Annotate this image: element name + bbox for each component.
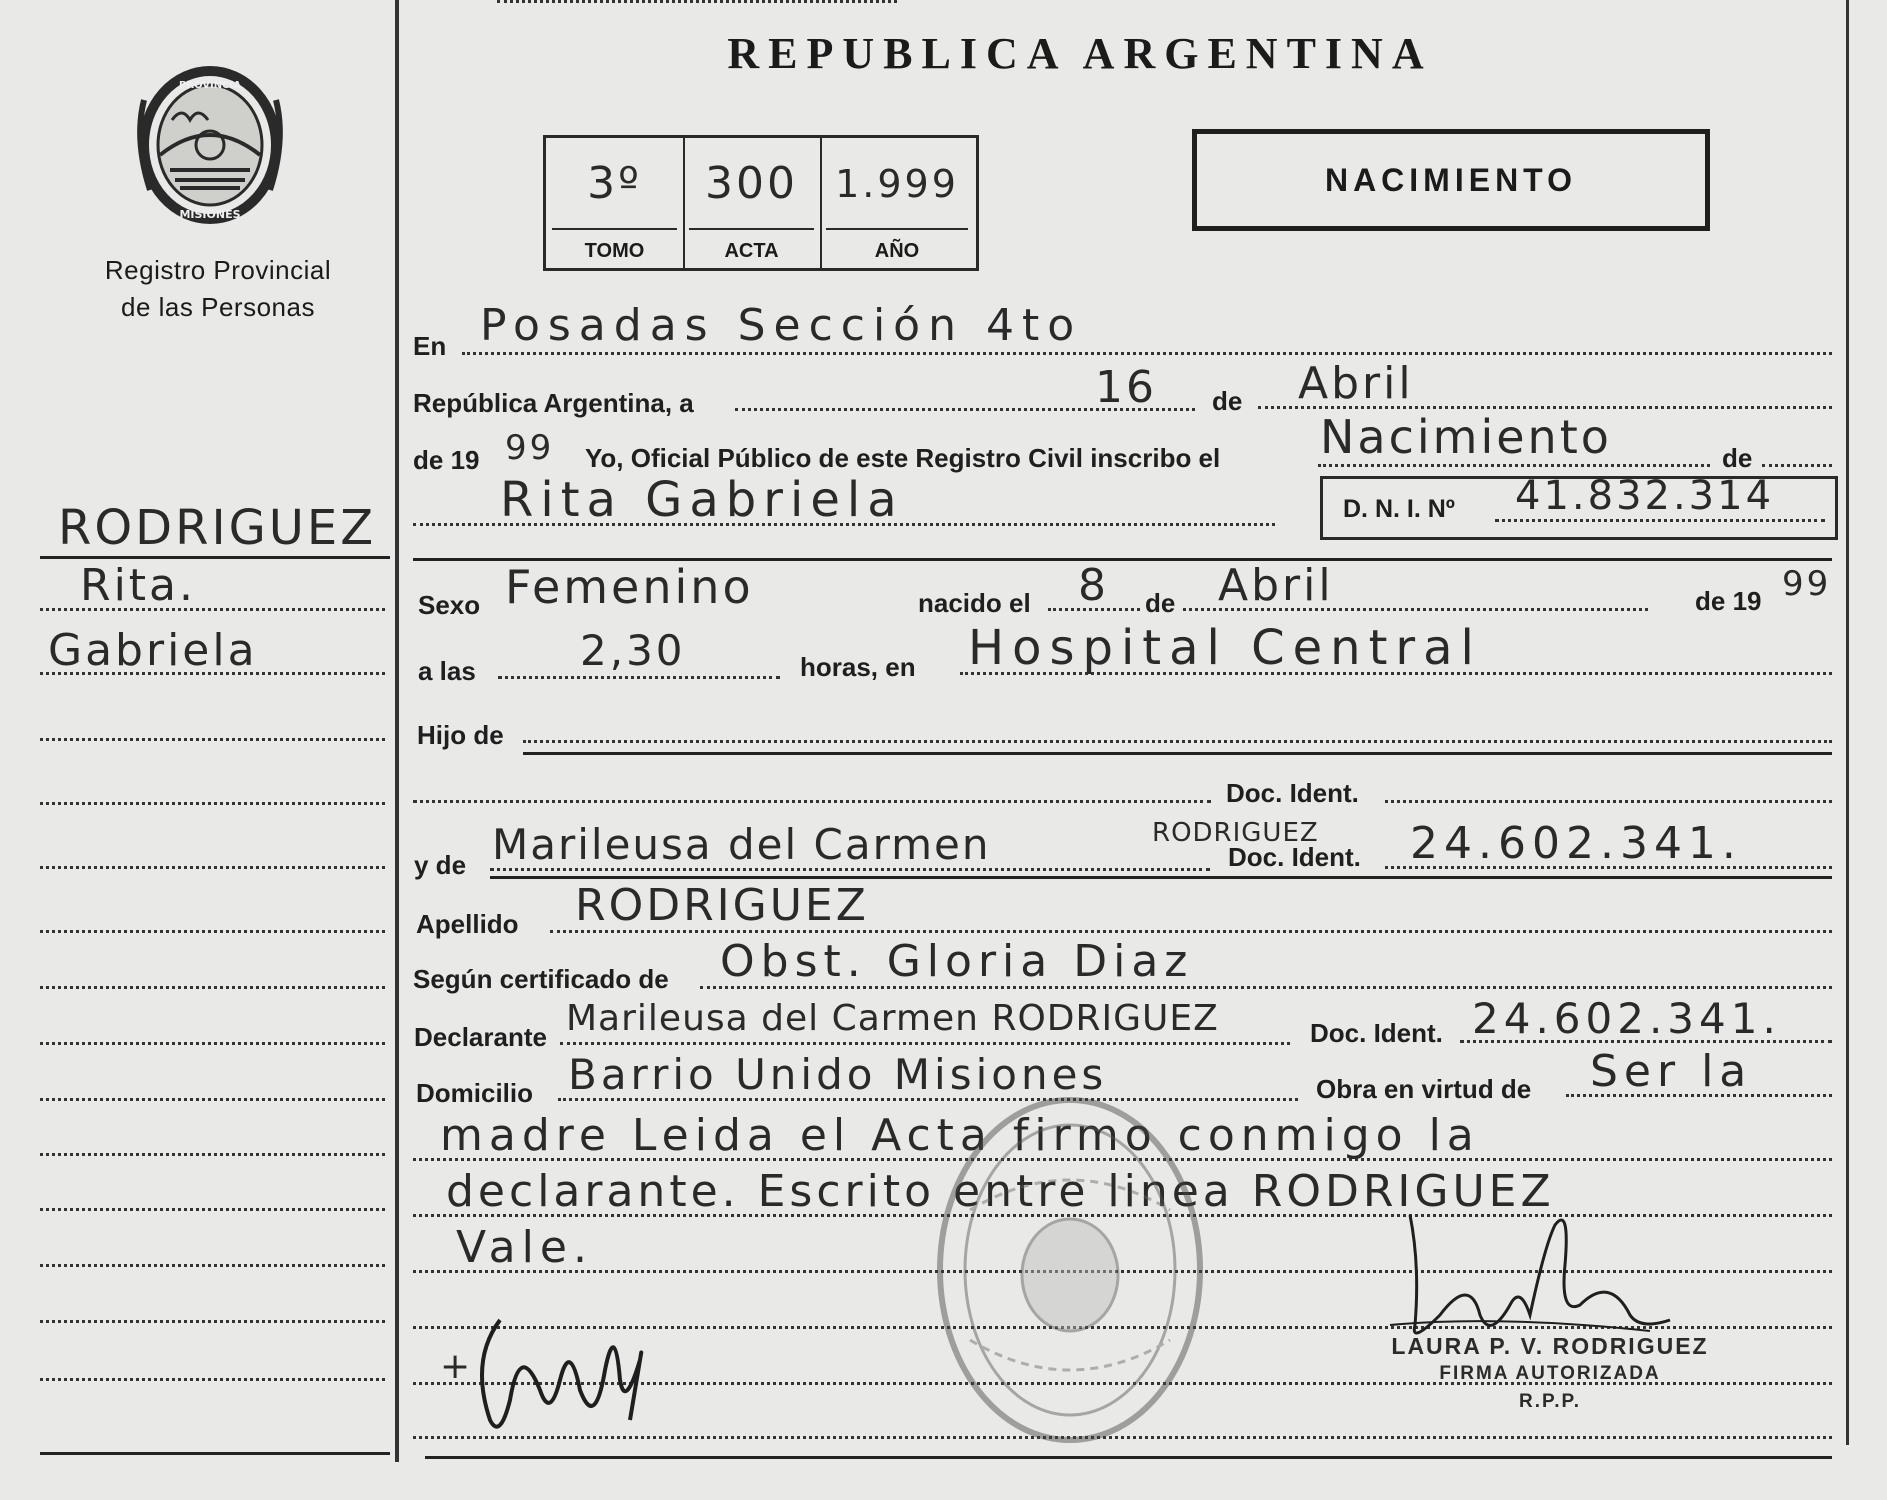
declarante-doc-value: 24.602.341.: [1472, 994, 1781, 1043]
tomo-label: TOMO: [584, 240, 645, 262]
dni-box: [1320, 473, 1838, 540]
dni-value: 41.832.314: [1515, 473, 1775, 519]
anio-label: AÑO: [874, 240, 920, 262]
sexo-line: [497, 0, 897, 3]
officer-name: LAURA P. V. RODRIGUEZ: [1391, 1333, 1709, 1359]
margin-surname-rule: [40, 556, 390, 559]
father-doc-line: [413, 800, 1211, 803]
en-label: En: [413, 331, 447, 361]
right-border: [1846, 0, 1849, 1445]
inscribo-line: [1318, 464, 1710, 467]
registry-title: [60, 252, 376, 326]
horas-label: horas, en: [800, 652, 916, 682]
y-de-label: y de: [414, 850, 467, 880]
birth-month-value: Abril: [1218, 560, 1334, 611]
mother-surname-interline: RODRIGUEZ: [1152, 818, 1319, 848]
official-stamp-icon: [930, 1090, 1210, 1450]
republica-label: República Argentina, a: [413, 388, 694, 418]
obra-label: Obra en virtud de: [1316, 1074, 1532, 1104]
declarant-signature-icon: [430, 1300, 690, 1450]
day-value: 16: [1095, 362, 1157, 413]
name-value: Rita Gabriela: [500, 472, 904, 528]
anio-value: 1.999: [835, 162, 959, 206]
column-divider: [395, 0, 399, 1462]
margin-line: [40, 1378, 385, 1381]
inscribo-value: Nacimiento: [1320, 410, 1612, 464]
hour-line: [498, 676, 780, 679]
margin-surname: RODRIGUEZ: [58, 500, 377, 556]
provincial-seal-icon: [130, 60, 290, 230]
hijo-label: Hijo de: [417, 720, 504, 750]
margin-line: [40, 802, 385, 805]
domicilio-label: Domicilio: [416, 1078, 534, 1108]
margin-line: [40, 738, 385, 741]
birth-year-suffix-value: 99: [1782, 564, 1832, 604]
birthplace-value: Hospital Central: [968, 620, 1482, 676]
declarant-mark: +: [440, 1346, 474, 1387]
declarante-label: Declarante: [414, 1022, 547, 1052]
margin-line: [40, 1042, 385, 1045]
de-label-3: de: [1145, 588, 1176, 618]
mother-rule: [490, 876, 1832, 879]
de-label-2: de: [1722, 443, 1753, 473]
doc-ident-label-3: Doc. Ident.: [1310, 1018, 1443, 1048]
tomo-value: 3º: [587, 158, 642, 209]
apellido-label: Apellido: [416, 909, 519, 939]
certificado-value: Obst. Gloria Diaz: [720, 936, 1194, 987]
margin-bottom-rule: [40, 1452, 390, 1455]
sexo-label: Sexo: [418, 590, 481, 620]
margin-line: [40, 866, 385, 869]
officer-signature-icon: [1380, 1205, 1680, 1345]
seal-bottom-text: MISIONES: [179, 208, 241, 221]
officer-block: [1330, 1332, 1770, 1416]
registry-title-line1: Registro Provincial: [104, 255, 332, 285]
margin-line: [40, 1098, 385, 1101]
inscribo-label: Yo, Oficial Público de este Registro Civil inscribo el: [585, 443, 1221, 473]
dni-line: [1495, 519, 1825, 522]
country-title: REPUBLICA ARGENTINA: [727, 29, 1433, 78]
declarante-value: Marileusa del Carmen RODRIGUEZ: [566, 998, 1219, 1039]
acta-cell: [683, 138, 822, 268]
father-doc-tail-line: [1385, 800, 1832, 803]
record-number-box: [543, 135, 979, 271]
margin-line: [40, 930, 385, 933]
margin-line: [40, 672, 385, 675]
margin-line: [40, 1264, 385, 1267]
margin-line: [40, 1208, 385, 1211]
doc-ident-label: Doc. Ident.: [1226, 778, 1359, 808]
bottom-rule: [425, 1456, 1832, 1459]
seal-top-text: PROVINCIA: [179, 80, 241, 91]
registry-title-line2: de las Personas: [121, 292, 315, 322]
inscribo-tail-line: [1762, 464, 1832, 467]
a-las-label: a las: [418, 656, 476, 686]
margin-line: [40, 986, 385, 989]
acta-label: ACTA: [724, 240, 779, 262]
domicilio-value: Barrio Unido Misiones: [568, 1050, 1108, 1099]
declarante-line: [560, 1042, 1290, 1045]
margin-line: [40, 608, 385, 611]
de-label: de: [1212, 386, 1243, 416]
margin-line: [40, 1320, 385, 1323]
hijo-rule: [523, 752, 1832, 755]
month-value: Abril: [1298, 358, 1414, 409]
act-type-box: NACIMIENTO: [1192, 129, 1710, 231]
hour-value: 2,30: [580, 626, 686, 675]
nacido-label: nacido el: [918, 588, 1031, 618]
en-line: [462, 352, 1832, 355]
obra-value: Ser la: [1590, 1046, 1753, 1097]
officer-office: R.P.P.: [1518, 1391, 1581, 1412]
notes-line-3: Vale.: [456, 1222, 593, 1273]
sexo-value: Femenino: [505, 560, 754, 614]
certificado-label: Según certificado de: [413, 964, 669, 994]
anio-cell: [820, 138, 974, 268]
officer-title: FIRMA AUTORIZADA: [1439, 1363, 1661, 1384]
de19-label: de 19: [1695, 586, 1762, 616]
notes-line-2: declarante. Escrito entre linea RODRIGUEZ: [446, 1166, 1555, 1217]
mother-doc-value: 24.602.341.: [1410, 818, 1742, 869]
hijo-line: [523, 740, 1832, 743]
margin-given-name-1: Rita.: [80, 560, 196, 611]
doc-ident-label-2: Doc. Ident.: [1228, 842, 1361, 872]
year-suffix-value: 99: [505, 428, 555, 468]
tomo-cell: [546, 138, 685, 268]
birth-day-value: 8: [1078, 560, 1109, 611]
mother-value: Marileusa del Carmen: [492, 820, 991, 869]
apellido-value: RODRIGUEZ: [575, 880, 869, 931]
notes-line-1: madre Leida el Acta firmo conmigo la: [440, 1110, 1480, 1161]
margin-given-name-2: Gabriela: [48, 625, 258, 676]
dni-label: D. N. I. Nº: [1343, 495, 1455, 523]
acta-value: 300: [705, 158, 798, 209]
year-prefix-label: de 19: [413, 445, 480, 475]
margin-line: [40, 1153, 385, 1156]
place-value: Posadas Sección 4to: [480, 300, 1083, 351]
